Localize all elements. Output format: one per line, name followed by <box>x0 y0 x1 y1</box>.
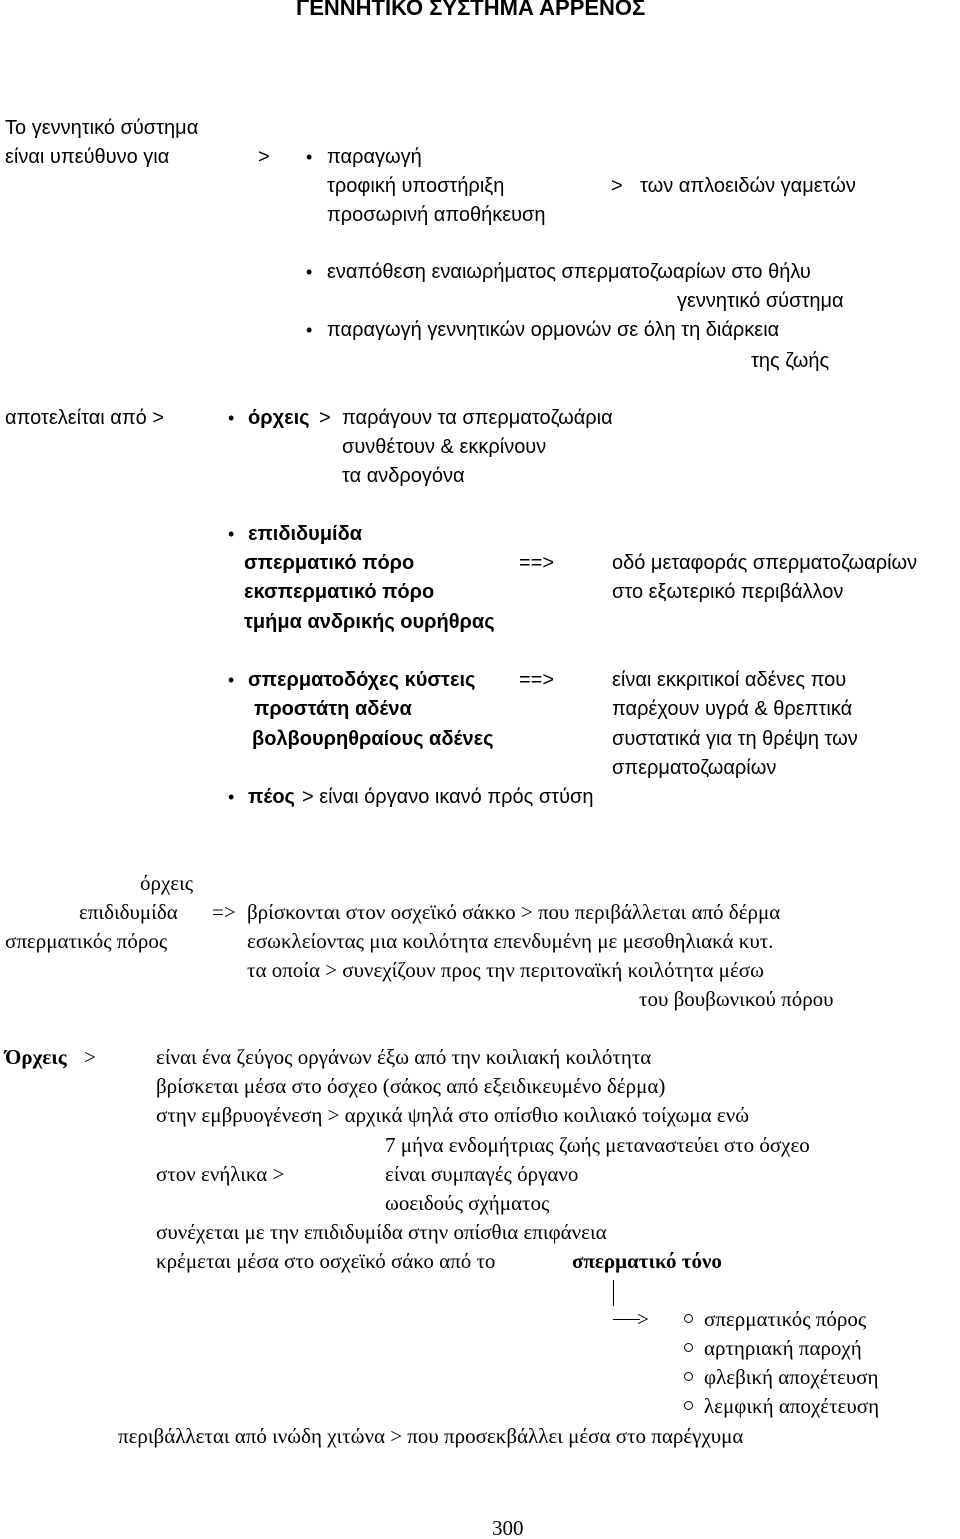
organ-ejaculatory-duct: εκσπερματικό πόρο <box>244 581 435 603</box>
connector-arrow-head: > <box>637 1307 649 1331</box>
arrow-symbol: ==> <box>519 552 555 574</box>
function-item-cont: γεννητικό σύστημα <box>677 290 844 312</box>
organ-urethra: τμήμα ανδρικής ουρήθρας <box>244 611 495 633</box>
location-text: εσωκλείοντας μια κοιλότητα επενδυμένη με μεσοθηλιακά κυτ. <box>247 929 774 953</box>
testes-function: παράγουν τα σπερματοζωάρια <box>342 407 613 429</box>
group-item: όρχεις <box>140 871 194 895</box>
gt-symbol: > <box>611 175 623 197</box>
spermatic-cord-term: σπερματικό τόνο <box>572 1249 722 1273</box>
gt-symbol: > <box>258 146 270 168</box>
testes-heading: Όρχεις <box>5 1045 67 1069</box>
function-item: παραγωγή <box>327 146 422 168</box>
duct-function: στο εξωτερικό περιβάλλον <box>612 581 844 603</box>
intro-line-1: Το γεννητικό σύστημα <box>5 117 199 139</box>
testes-description: 7 μήνα ενδομήτριας ζωής μεταναστεύει στο όσχεο <box>385 1133 810 1157</box>
circle-bullet-icon <box>684 1401 693 1410</box>
bullet: • <box>306 147 313 167</box>
organ-sperm-duct: σπερματικό πόρο <box>244 552 415 574</box>
testes-function: συνθέτουν & εκκρίνουν <box>342 436 547 458</box>
testes-function: τα ανδρογόνα <box>342 465 465 487</box>
glands-function: συστατικά για τη θρέψη των <box>612 728 858 750</box>
bullet: • <box>306 262 313 282</box>
bullet: • <box>228 408 235 428</box>
penis-function: > είναι όργανο ικανό πρός στύση <box>302 786 594 808</box>
location-text: τα οποία > συνεχίζουν προς την περιτοναϊκή κοιλότητα μέσω <box>247 958 764 982</box>
group-item: επιδιδυμίδα <box>79 900 178 924</box>
page-title: ΓΕΝΝΗΤΙΚΟ ΣΥΣΤΗΜΑ ΑΡΡΕΝΟΣ <box>296 0 646 20</box>
testes-description: είναι συμπαγές όργανο <box>385 1162 579 1186</box>
bullet: • <box>228 670 235 690</box>
testes-description: κρέμεται μέσα στο οσχεϊκό σάκο από το <box>156 1249 496 1273</box>
circle-bullet-icon <box>684 1343 693 1352</box>
function-item-cont: της ζωής <box>751 350 830 372</box>
connector-arrow-line <box>613 1319 640 1320</box>
testes-description: περιβάλλεται από ινώδη χιτώνα > που προσεκβάλλει μέσα στο παρέγχυμα <box>118 1424 744 1448</box>
cord-item: λεμφική αποχέτευση <box>704 1394 880 1418</box>
cord-item: αρτηριακή παροχή <box>704 1336 862 1360</box>
function-item: παραγωγή γεννητικών ορμονών σε όλη τη διάρκεια <box>327 319 780 341</box>
organ-seminal-vesicles: σπερματοδόχες κύστεις <box>248 669 476 691</box>
gt-symbol: > <box>319 407 331 429</box>
organ-epididymis: επιδιδυμίδα <box>248 523 363 545</box>
testes-description: βρίσκεται μέσα στο όσχεο (σάκος από εξειδικευμένο δέρμα) <box>156 1074 666 1098</box>
testes-description: ωοειδούς σχήματος <box>385 1191 550 1215</box>
organ-prostate: προστάτη αδένα <box>254 698 412 720</box>
organ-bulbourethral: βολβουρηθραίους αδένες <box>252 728 494 750</box>
location-text: βρίσκονται στον οσχεϊκό σάκκο > που περιβάλλεται από δέρμα <box>247 900 781 924</box>
group-item: σπερματικός πόρος <box>5 929 168 953</box>
arrow-symbol: ==> <box>519 669 555 691</box>
gt-symbol: > <box>84 1045 96 1069</box>
testes-description: στον ενήλικα > <box>156 1162 285 1186</box>
duct-function: οδό μεταφοράς σπερματοζωαρίων <box>612 552 918 574</box>
function-target: των απλοειδών γαμετών <box>640 175 856 197</box>
testes-description: στην εμβρυογένεση > αρχικά ψηλά στο οπίσθιο κοιλιακό τοίχωμα ενώ <box>156 1103 750 1127</box>
location-text: του βουβωνικού πόρου <box>639 987 834 1011</box>
glands-function: παρέχουν υγρά & θρεπτικά <box>612 698 853 720</box>
function-item: προσωρινή αποθήκευση <box>327 204 546 226</box>
consists-of-label: αποτελείται από > <box>5 407 164 429</box>
circle-bullet-icon <box>684 1314 693 1323</box>
bullet: • <box>228 787 235 807</box>
glands-function: σπερματοζωαρίων <box>612 757 777 779</box>
cord-item: σπερματικός πόρος <box>704 1307 867 1331</box>
testes-description: συνέχεται με την επιδιδυμίδα στην οπίσθια επιφάνεια <box>156 1220 607 1244</box>
organ-penis: πέος <box>248 786 295 808</box>
bullet: • <box>306 320 313 340</box>
bullet: • <box>228 524 235 544</box>
page-number: 300 <box>492 1516 524 1539</box>
testes-description: είναι ένα ζεύγος οργάνων έξω από την κοιλιακή κοιλότητα <box>156 1045 652 1069</box>
cord-item: φλεβική αποχέτευση <box>704 1365 879 1389</box>
intro-line-2: είναι υπεύθυνο για <box>5 146 170 168</box>
arrow-symbol: => <box>212 900 236 924</box>
connector-vertical-line <box>613 1280 614 1306</box>
function-item: εναπόθεση εναιωρήματος σπερματοζωαρίων στο θήλυ <box>327 261 811 283</box>
circle-bullet-icon <box>684 1372 693 1381</box>
function-item: τροφική υποστήριξη <box>327 175 505 197</box>
organ-testes: όρχεις <box>248 407 310 429</box>
glands-function: είναι εκκριτικοί αδένες που <box>612 669 847 691</box>
